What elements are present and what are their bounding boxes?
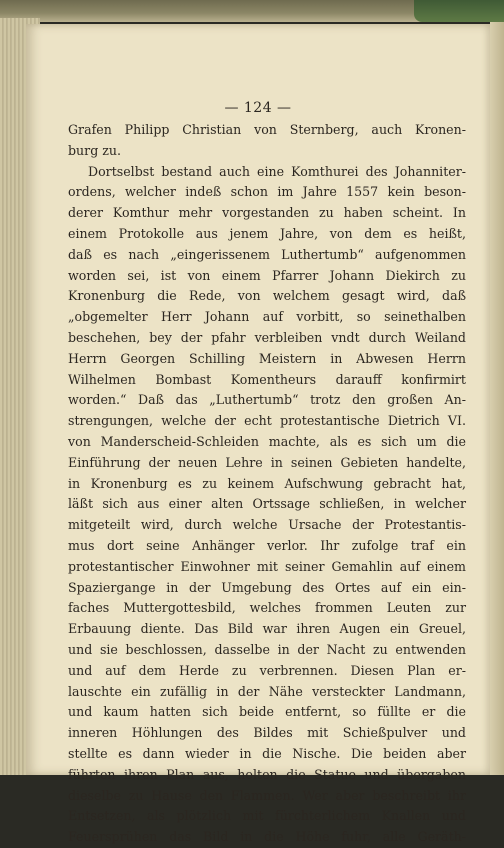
body-text <box>68 120 466 848</box>
text-line: faches Muttergottesbild, welches frommen Leuten zur <box>68 600 466 616</box>
text-line: Dortselbst bestand auch eine Komthurei des Johanniter- <box>88 163 466 179</box>
text-line: burg zu. <box>68 142 122 158</box>
text-line: Kronenburg die Rede, von welchem gesagt wird, daß <box>68 288 466 304</box>
book-cover-ribbon <box>414 0 504 22</box>
text-line: Erbauung diente. Das Bild war ihren Augen ein Greuel, <box>68 621 466 637</box>
text-line: von Manderscheid-Schleiden machte, als es sich um die <box>68 433 466 449</box>
text-line: einem Protokolle aus jenem Jahre, von dem es heißt, <box>68 225 466 241</box>
text-line: worden.“ Daß das „Luthertumb“ trotz den großen An- <box>68 392 466 408</box>
text-line: Spaziergange in der Umgebung des Ortes auf ein ein- <box>68 579 466 595</box>
text-line: ordens, welcher indeß schon im Jahre 1557 kein beson- <box>68 184 466 200</box>
text-line: inneren Höhlungen des Bildes mit Schießpulver und <box>68 725 466 741</box>
text-line: und auf dem Herde zu verbrennen. Diesen Plan er- <box>68 662 466 678</box>
text-line: dieselbe zu Hause den Flammen. Wer aber beschreibt ihr <box>68 787 466 803</box>
text-line: in Kronenburg es zu keinem Aufschwung gebracht hat, <box>68 475 466 491</box>
text-line: Feuersprühen das Bild in die Höhe fuhr, alle Geräth- <box>68 829 466 845</box>
text-line: mitgeteilt wird, durch welche Ursache der Protestantis- <box>68 517 466 533</box>
book-right-edge <box>490 22 504 775</box>
text-line: führten ihren Plan aus, holten die Statue und übergaben <box>68 766 466 782</box>
text-line: mus dort seine Anhänger verlor. Ihr zufolge traf ein <box>68 537 466 553</box>
text-line: Einführung der neuen Lehre in seinen Gebieten handelte, <box>68 454 466 470</box>
text-line: läßt sich aus einer alten Ortssage schließen, in welcher <box>68 496 466 512</box>
text-line: daß es nach „eingerissenem Luthertumb“ aufgenommen <box>68 246 466 262</box>
text-line: Grafen Philipp Christian von Sternberg, auch Kronen- <box>68 122 466 137</box>
text-line: beschehen, bey der pfahr verbleiben vndt durch Weiland <box>68 329 466 345</box>
text-line: Entsetzen, als plötzlich mit fürchterlichem Knallen und <box>68 808 466 824</box>
text-line: Wilhelmen Bombast Komentheurs darauff konfirmirt <box>68 371 466 387</box>
text-line: lauschte ein zufällig in der Nähe versteckter Landmann, <box>68 683 466 699</box>
page-number: — 124 — <box>224 100 292 116</box>
text-line: und sie beschlossen, dasselbe in der Nacht zu entwenden <box>68 641 466 657</box>
text-line: derer Komthur mehr vorgestanden zu haben scheint. In <box>68 205 466 221</box>
text-line: worden sei, ist von einem Pfarrer Johann Diekirch zu <box>68 267 466 283</box>
text-line: „obgemelter Herr Johann auf vorbitt, so seinethalben <box>68 309 466 325</box>
text-line: protestantischer Einwohner mit seiner Gemahlin auf einem <box>68 558 466 574</box>
text-line: und kaum hatten sich beide entfernt, so füllte er die <box>68 704 466 720</box>
text-line: strengungen, welche der echt protestantische Dietrich VI. <box>68 413 466 429</box>
text-line: Herrn Georgen Schilling Meistern in Abwesen Herrn <box>68 350 466 366</box>
text-line: stellte es dann wieder in die Nische. Die beiden aber <box>68 745 466 761</box>
